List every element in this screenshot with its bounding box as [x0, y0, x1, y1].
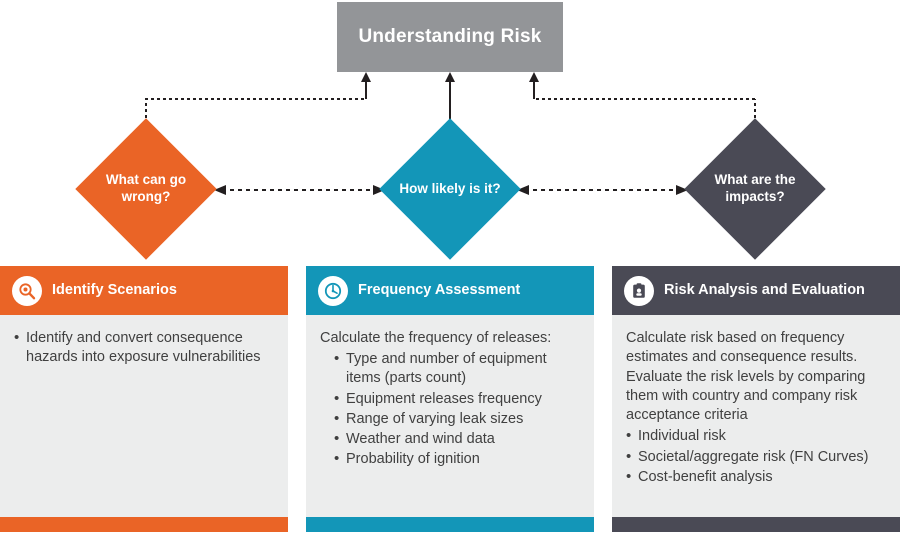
panel-risk-analysis-and-evaluation	[612, 266, 900, 532]
diamond-shape	[75, 118, 216, 259]
list-item: • Identify and convert consequence hazards into exposure vulnerabilities	[14, 329, 274, 367]
arrowhead-center-up	[445, 72, 455, 82]
panel-intro-text: Calculate the frequency of releases:	[320, 330, 552, 346]
page-title: Understanding Risk	[358, 26, 542, 47]
panel-title: Frequency Assessment	[358, 281, 521, 298]
diamond-what-are-the-impacts	[690, 124, 820, 254]
list-item: • Individual risk	[626, 427, 886, 446]
diamond-label: What can go wrong?	[105, 172, 187, 204]
list-item: • Cost-benefit analysis	[626, 468, 886, 487]
diamond-what-can-go-wrong	[81, 124, 211, 254]
panel-footer-bar	[0, 517, 288, 532]
diamond-how-likely-is-it	[385, 124, 515, 254]
list-item: • Type and number of equipment items (parts count)	[334, 350, 580, 388]
panel-bullet-list	[320, 350, 580, 469]
panel-intro-text: Calculate risk based on frequency estimates and consequence results. Evaluate the risk levels by comparing them with country and company risk acceptance criteria	[626, 330, 866, 424]
panel-footer-bar	[612, 517, 900, 532]
list-item: • Range of varying leak sizes	[334, 410, 580, 429]
diamond-label: How likely is it?	[399, 180, 501, 196]
panel-header	[0, 266, 288, 315]
list-item: • Equipment releases frequency	[334, 390, 580, 409]
list-item: • Probability of ignition	[334, 450, 580, 469]
list-item: • Weather and wind data	[334, 430, 580, 449]
arrowhead-left-up	[361, 72, 371, 82]
panel-bullet-list	[626, 427, 886, 486]
panel-header	[612, 266, 900, 315]
diamond-shape	[379, 118, 520, 259]
clipboard-icon	[624, 276, 654, 306]
panel-body	[306, 315, 594, 517]
arrowhead-right-up	[529, 72, 539, 82]
magnifier-icon	[12, 276, 42, 306]
panel-footer-bar	[306, 517, 594, 532]
arrowhead-left-1	[214, 185, 226, 195]
gauge-icon	[318, 276, 348, 306]
panel-identify-scenarios	[0, 266, 288, 532]
diamond-shape	[684, 118, 825, 259]
understanding-risk-header	[337, 2, 563, 72]
panel-frequency-assessment	[306, 266, 594, 532]
panel-body	[0, 315, 288, 517]
panel-body	[612, 315, 900, 517]
panel-title: Identify Scenarios	[52, 281, 177, 298]
panel-bullet-list	[14, 329, 274, 367]
diamond-label: What are the impacts?	[714, 172, 796, 204]
panel-header	[306, 266, 594, 315]
panel-title: Risk Analysis and Evaluation	[664, 281, 865, 298]
list-item: • Societal/aggregate risk (FN Curves)	[626, 448, 886, 467]
